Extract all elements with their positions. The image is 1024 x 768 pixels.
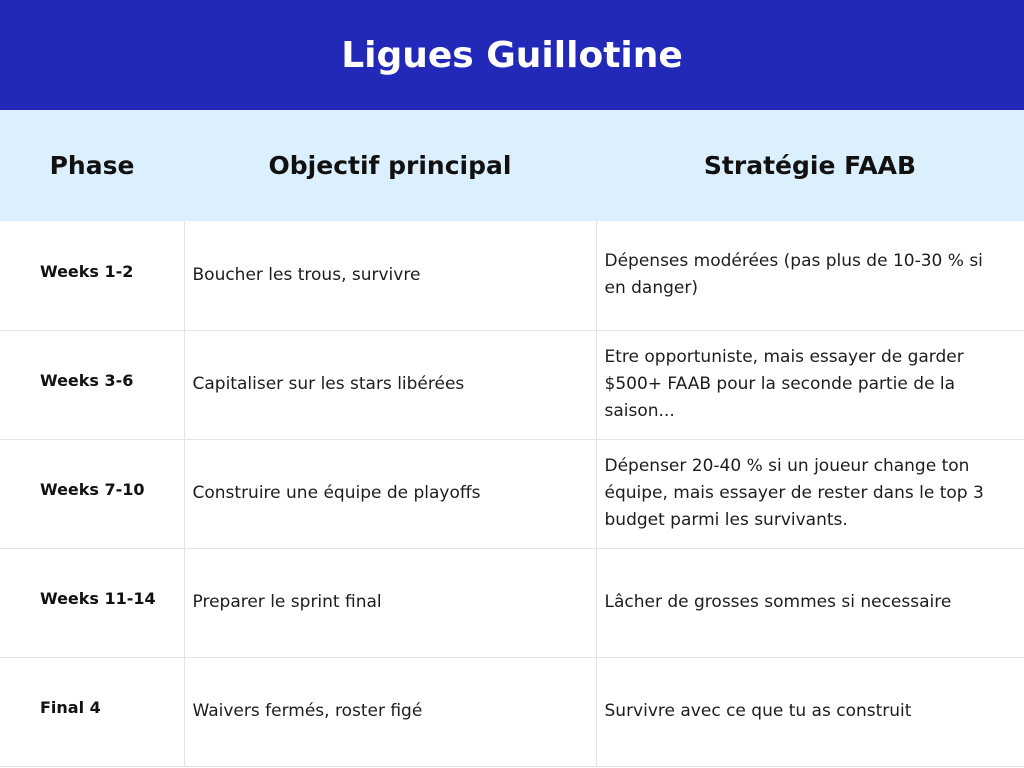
objective-cell: Capitaliser sur les stars libérées <box>184 330 596 439</box>
table-row <box>0 439 1024 548</box>
table-row <box>0 221 1024 330</box>
phase-cell: Weeks 11-14 <box>0 548 184 657</box>
strategy-cell: Dépenses modérées (pas plus de 10-30 % si en danger) <box>596 221 1024 330</box>
objective-cell: Boucher les trous, survivre <box>184 221 596 330</box>
strategy-cell: Dépenser 20-40 % si un joueur change ton équipe, mais essayer de rester dans le top 3 budget parmi les survivants. <box>596 439 1024 548</box>
table-row <box>0 657 1024 766</box>
table-row <box>0 548 1024 657</box>
phase-cell: Weeks 3-6 <box>0 330 184 439</box>
phase-cell: Final 4 <box>0 657 184 766</box>
objective-cell: Preparer le sprint final <box>184 548 596 657</box>
header-strategy: Stratégie FAAB <box>703 151 917 180</box>
table-header-row <box>0 110 1024 221</box>
strategy-cell: Lâcher de grosses sommes si necessaire <box>596 548 1024 657</box>
strategy-table <box>0 110 1024 767</box>
title-banner <box>0 0 1024 110</box>
table-row <box>0 330 1024 439</box>
header-phase: Phase <box>49 151 135 180</box>
header-objective: Objectif principal <box>268 151 512 180</box>
page-title: Ligues Guillotine <box>341 34 683 76</box>
objective-cell: Construire une équipe de playoffs <box>184 439 596 548</box>
phase-cell: Weeks 7-10 <box>0 439 184 548</box>
objective-cell: Waivers fermés, roster figé <box>184 657 596 766</box>
strategy-cell: Survivre avec ce que tu as construit <box>596 657 1024 766</box>
strategy-cell: Etre opportuniste, mais essayer de garder $500+ FAAB pour la seconde partie de la saison... <box>596 330 1024 439</box>
phase-cell: Weeks 1-2 <box>0 221 184 330</box>
